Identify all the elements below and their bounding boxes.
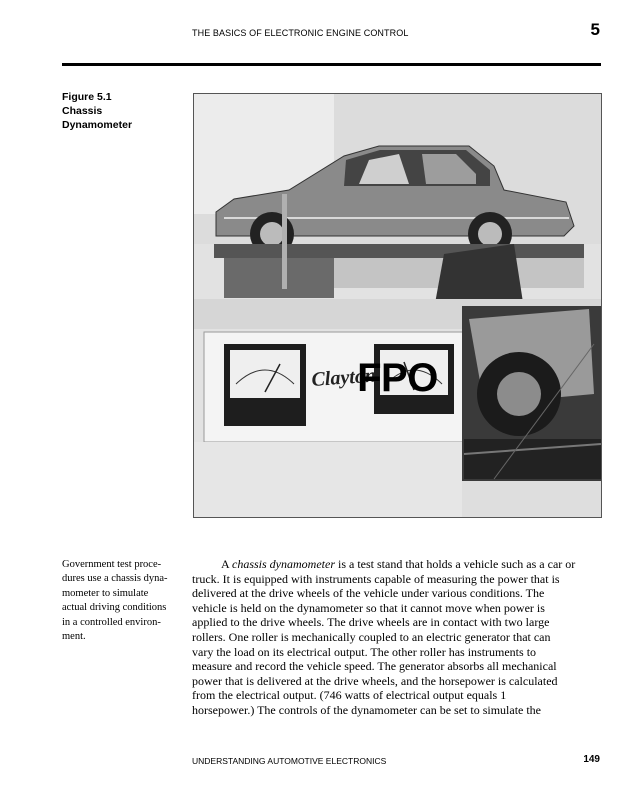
- chapter-number: 5: [590, 20, 600, 39]
- body-line: applied to the drive wheels. The drive wheels are in contact with two large: [192, 615, 550, 630]
- body-line: power that is delivered at the drive wheels, and the horsepower is calculated: [192, 673, 558, 688]
- term-chassis-dynamometer: chassis dynamometer: [232, 557, 335, 571]
- fpo-placeholder-label: FPO: [357, 356, 438, 400]
- margin-note-line: actual driving conditions: [62, 602, 167, 614]
- margin-note: [62, 558, 177, 644]
- figure-photo: [193, 93, 602, 518]
- running-head: THE BASICS OF ELECTRONIC ENGINE CONTROL: [192, 28, 409, 38]
- figure-caption: [62, 90, 182, 132]
- body-first-line: [192, 557, 602, 572]
- body-line: delivered at the drive wheels of the vehicle under various conditions. The: [192, 586, 545, 601]
- margin-note-line: mometer to simulate: [62, 587, 149, 599]
- body-lead: A: [221, 557, 233, 571]
- body-line: truck. It is equipped with instruments capable of measuring the power that is: [192, 571, 560, 586]
- gauge-brand-logo: Clayton: [310, 364, 377, 391]
- body-line: vary the load on its electrical output. The other roller has instruments to: [192, 644, 537, 659]
- figure-caption-line: Figure 5.1: [62, 91, 112, 103]
- header-rule: [62, 63, 601, 66]
- margin-note-line: dures use a chassis dyna-: [62, 573, 168, 585]
- dynamometer-photo-illustration: [194, 94, 601, 517]
- running-foot: UNDERSTANDING AUTOMOTIVE ELECTRONICS: [192, 756, 387, 766]
- margin-note-line: ment.: [62, 631, 86, 643]
- body-text: [192, 557, 602, 718]
- body-line: from the electrical output. (746 watts of electrical output equals 1: [192, 688, 507, 703]
- body-line: rollers. One roller is mechanically coupled to an electric generator that can: [192, 629, 551, 644]
- body-line: vehicle is held on the dynamometer so that it cannot move when power is: [192, 600, 545, 615]
- margin-note-line: in a controlled environ-: [62, 616, 161, 628]
- page-number: 149: [583, 754, 600, 765]
- figure-caption-line: Dynamometer: [62, 119, 133, 131]
- body-first-line-rest: is a test stand that holds a vehicle such as a car or: [335, 557, 576, 571]
- margin-note-line: Government test proce-: [62, 559, 162, 570]
- body-line: horsepower.) The controls of the dynamometer can be set to simulate the: [192, 702, 542, 717]
- figure-caption-line: Chassis: [62, 105, 103, 117]
- body-line: measure and record the vehicle speed. The generator absorbs all mechanical: [192, 659, 557, 674]
